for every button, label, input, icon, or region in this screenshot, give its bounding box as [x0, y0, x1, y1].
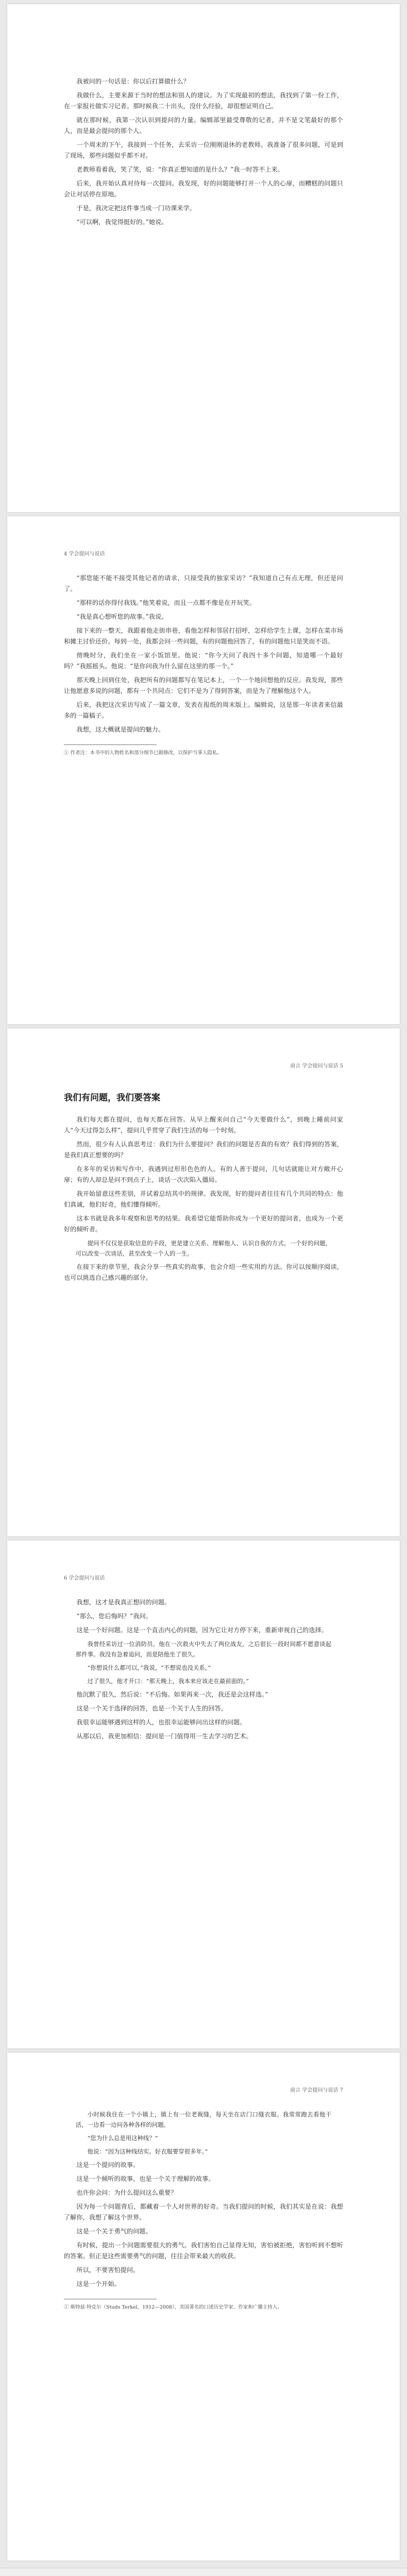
paragraph: 后来，我开始认真对待每一次提问。我发现，好的问题能够打开一个人的心扉，而糟糕的问题只会让对话停在原地。 [64, 180, 343, 198]
paragraph: 傍晚时分，我们坐在一家小饭馆里。他说：“你今天问了我四十多个问题，知道哪一个最好吗？”我摇摇头。他说：“是你问我为什么留在这里的那一个。” [64, 652, 343, 670]
paragraph: 我很幸运能够遇到这样的人，也很幸运能够问出这样的问题。 [76, 1719, 246, 1726]
paragraph: 这是一个开始。 [76, 2280, 121, 2287]
block-quote: 小时候我住在一个小镇上，镇上有一位老裁缝，每天坐在店门口缝衣服。我常常跑去看他干活，一边看一边问各种各样的问题。 [75, 2111, 332, 2128]
paragraph: “那么，您后悔吗？”我问。 [76, 1613, 152, 1620]
page-1 [7, 4, 400, 512]
paragraph: 因为每一个问题背后，都藏着一个人对世界的好奇。当我们提问的时候，我们其实是在说：我想了解你，我想了解这个世界。 [64, 2203, 343, 2221]
paragraph: 在多年的采访和写作中，我遇到过形形色色的人。有的人善于提问，几句话就能让对方敞开心扉；有的人却总是问不到点子上，谈话一次次陷入僵局。 [64, 1165, 343, 1183]
paragraph: 这是一个关于选择的回答，也是一个关于人生的回答。 [76, 1705, 227, 1712]
paragraph: 我被问的一句话是：你以后打算做什么？ [76, 78, 190, 85]
block-quote: 过了很久，他才开口：“那天晚上，我本来应该走在最前面的。” [87, 1677, 249, 1685]
block-quote: “你想说什么都可以，”我说，“不想说也没关系。” [87, 1664, 211, 1671]
paragraph: 就在那时候，我第一次认识到提问的力量。编辑部里最受尊敬的记者，并不是文笔最好的那个人，而是最会提问的那个人。 [64, 116, 343, 134]
paragraph: “那样的话你得付我钱。”他笑着说，而且一点都不像是在开玩笑。 [76, 599, 256, 606]
paragraph: 这本书就是我多年观察和思考的结果。我希望它能帮助你成为一个更好的提问者，也成为一个更好的倾听者。 [64, 1215, 343, 1233]
paragraph: 我们每天都在提问，也每天都在回答。从早上醒来问自己“今天要做什么”，到晚上睡前问家人“今天过得怎么样”，提问几乎贯穿了我们生活的每一个时刻。 [64, 1116, 343, 1134]
paragraph: 这是一个好问题。这是一个直击内心的问题，因为它让对方停下来，重新审视自己的选择。 [76, 1626, 328, 1634]
paragraph: 然而，很少有人认真思考过：我们为什么要提问？我们的问题是否真的有效？我们得到的答案，是我们真正想要的吗？ [64, 1141, 343, 1159]
paragraph: “可以啊，我觉得挺好的。”她说。 [76, 218, 168, 226]
block-quote: 他说：“因为这种线结实。好衣服要穿很多年。” [87, 2148, 208, 2155]
paragraph: 从那以后，我更加相信：提问是一门值得用一生去学习的艺术。 [76, 1733, 252, 1740]
page-4-body [64, 1597, 343, 1745]
page-2 [7, 516, 400, 1024]
paragraph: 这是一个关于勇气的问题。 [76, 2228, 152, 2235]
page-5 [7, 2053, 400, 2561]
reader-footer-bar [0, 2568, 407, 2576]
block-quote: “您为什么总是用这种线？” [87, 2134, 158, 2142]
block-quote: 提问不仅仅是获取信息的手段，更是建立关系、理解他人、认识自我的方式。一个好的问题，可以改变一次谈话，甚至改变一个人的一生。 [75, 1240, 332, 1257]
paragraph: 接下来的一整天，我跟着他走街串巷，看他怎样和邻居打招呼，怎样给学生上课，怎样在菜市场和摊主讨价还价。每到一处，我都会问一些问题，有的问题他回答了，有的问题他只是笑而不语。 [64, 627, 343, 645]
running-header: 6 学会提问与说话 [64, 1575, 105, 1581]
paragraph: 所以，不要害怕提问。 [76, 2266, 140, 2274]
footnote: ① 斯特兹·特克尔（Studs Terkel，1912—2008），美国著名的口述历史学家、作家和广播主持人。 [64, 2304, 282, 2310]
paragraph: 老教师看着我，笑了笑，说：“你真正想知道的是什么？”我一时答不上来。 [76, 166, 284, 173]
block-quote: 我曾经采访过一位消防员。他在一次救火中失去了两位战友，之后很长一段时间都不愿意谈起那件事。我没有急着追问，而是陪他坐了很久。 [75, 1640, 332, 1658]
paragraph: 我想，这才是我真正想问的问题。 [76, 1599, 171, 1606]
paragraph: 他沉默了很久，然后说：“不后悔。如果再来一次，我还是会这样选。” [76, 1691, 268, 1698]
paragraph: 于是，我决定把这件事当成一门功课来学。 [76, 205, 196, 212]
paragraph: 这是一个提问的故事。 [76, 2161, 140, 2168]
page-4 [7, 1540, 400, 2048]
paragraph: 一个周末的下午，我接到一个任务，去采访一位刚刚退休的老教师。我准备了很多问题，可是到了现场，那些问题似乎都不对。 [64, 141, 343, 159]
paragraph: “我是真心想听您的故事。”我说。 [76, 613, 168, 620]
footnote: ① 作者注：本书中的人物姓名和部分细节已做修改，以保护当事人隐私。 [64, 750, 223, 756]
page-2-body [64, 573, 343, 760]
paragraph: 这是一个倾听的故事，也是一个关于理解的故事。 [76, 2175, 215, 2182]
section-title: 我们有问题，我们要答案 [64, 1093, 160, 1103]
paragraph: “那您能不能不接受其他记者的请求，只接受我的独家采访？”我知道自己有点无理，但还是问了。 [64, 574, 343, 592]
paragraph: 有时候，提出一个问题需要很大的勇气。我们害怕自己显得无知，害怕被拒绝，害怕听到不想听的答案。但正是这些需要勇气的问题，往往会带来最大的收获。 [64, 2242, 343, 2260]
paragraph: 我做什么，主要来源于当时的想法和别人的建议。为了实现最初的想法，我找到了第一份工作，在一家报社做实习记者。那时候我二十出头，没什么经验，却很想证明自己。 [64, 92, 343, 110]
paragraph: 我开始留意这些差别，并试着总结其中的规律。我发现，好的提问者往往有几个共同的特点：他们真诚，他们好奇，他们懂得倾听。 [64, 1190, 343, 1208]
paragraph: 后来，我把这次采访写成了一篇文章，发表在报纸的周末版上。编辑说，这是那一年读者来信最多的一篇稿子。 [64, 701, 343, 719]
running-header: 前言 学会提问与说话 5 [290, 1063, 343, 1069]
paragraph: 也许你会问：为什么提问这么重要？ [76, 2189, 177, 2196]
page-3-body [64, 1090, 343, 1286]
running-header: 前言 学会提问与说话 7 [290, 2088, 343, 2093]
paragraph: 那天晚上回到住处，我把所有的问题都写在笔记本上，一个一个地回想他的反应。我发现，那些让他愿意多说的问题，都有一个共同点：它们不是为了得到答案，而是为了理解他这个人。 [64, 676, 343, 694]
page-5-body [64, 2109, 343, 2315]
paragraph: 在接下来的章节里，我会分享一些真实的故事，也会介绍一些实用的方法。你可以按顺序阅读，也可以挑选自己感兴趣的部分。 [64, 1263, 343, 1281]
running-header: 4 学会提问与说话 [64, 551, 105, 557]
footnote-rule [64, 744, 157, 745]
page-3 [7, 1028, 400, 1536]
paragraph: 我想，这大概就是提问的魅力。 [76, 726, 165, 733]
page-1-body [64, 76, 343, 231]
